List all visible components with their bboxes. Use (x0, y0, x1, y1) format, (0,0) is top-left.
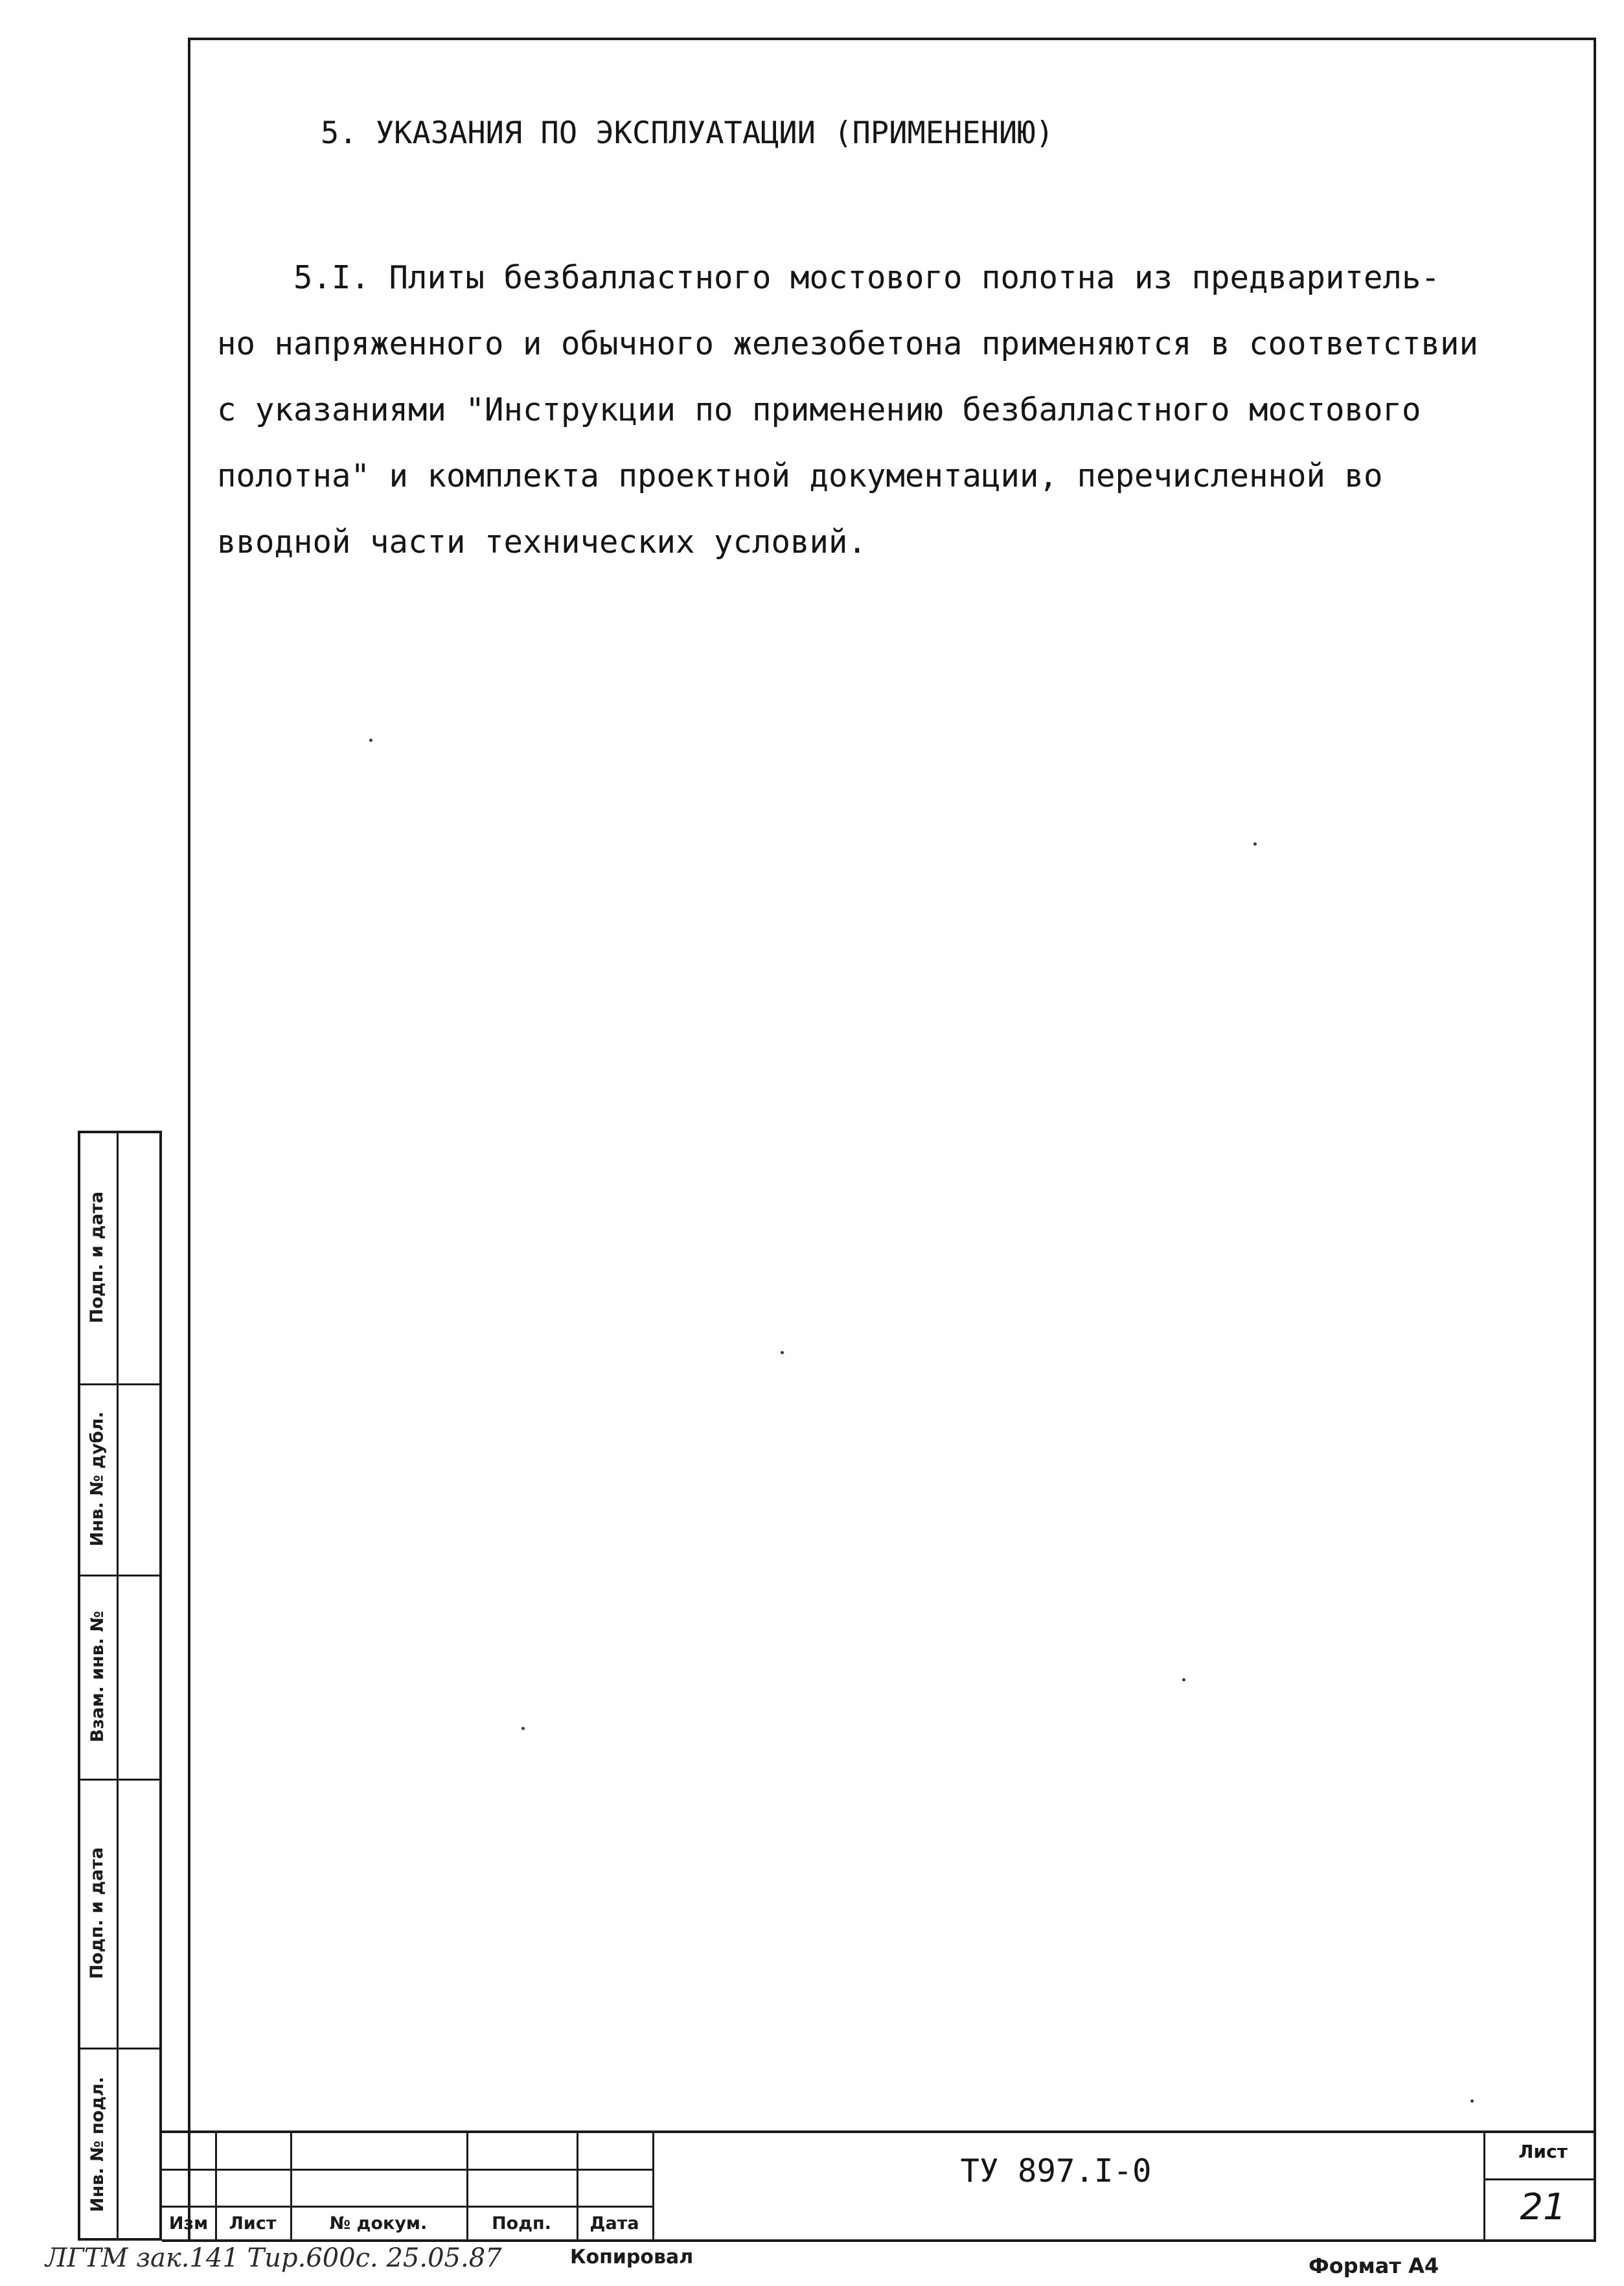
side-label-original-inventory: Инв. № подл. (87, 2076, 108, 2212)
header-change: Изм (168, 2213, 209, 2234)
side-label-replacement-inventory: Взам. инв. № (87, 1610, 108, 1743)
title-block-row-line (1483, 2178, 1596, 2180)
header-date: Дата (589, 2213, 639, 2234)
header-sheet: Лист (229, 2213, 277, 2234)
print-stamp: ЛГТМ зак.141 Тир.600с. 25.05.87 (45, 2243, 502, 2273)
scan-speck (521, 1727, 525, 1730)
scan-speck (781, 1351, 784, 1354)
copied-label: Копировал (570, 2246, 694, 2269)
scan-speck (1253, 842, 1257, 846)
sheet-number: 21 (1520, 2186, 1566, 2228)
title-block-col-line (1483, 2133, 1485, 2242)
side-label-dup-inventory: Инв. № дубл. (87, 1411, 108, 1547)
document-code: ТУ 897.I-0 (960, 2153, 1152, 2189)
paragraph-line: полотна" и комплекта проектной документации, перечисленной во (217, 457, 1383, 494)
paragraph-line: с указаниями "Инструкции по применению безбалластного мостового (217, 391, 1421, 428)
scan-speck (1182, 1678, 1185, 1681)
header-document-number: № докум. (329, 2213, 428, 2234)
scan-speck (1470, 2099, 1474, 2103)
side-label-signature-date: Подп. и дата (87, 1191, 108, 1323)
header-signature: Подп. (492, 2213, 551, 2234)
paragraph-line: вводной части технических условий. (217, 524, 867, 560)
format-label: Формат А4 (1309, 2254, 1439, 2278)
side-label-signature-date-2: Подп. и дата (87, 1847, 108, 1980)
paragraph-line: 5.I. Плиты безбалластного мостового полотна из предваритель- (217, 259, 1441, 296)
frame-bottom-line (162, 2239, 1596, 2242)
side-strip-divider (117, 1131, 119, 2241)
section-heading: 5. УКАЗАНИЯ ПО ЭКСПЛУАТАЦИИ (ПРИМЕНЕНИЮ) (321, 115, 1054, 151)
paragraph-line: но напряженного и обычного железобетона применяются в соответствии (217, 325, 1479, 362)
title-block-row-line (162, 2169, 654, 2171)
sheet-label: Лист (1518, 2141, 1568, 2162)
section-paragraph (217, 245, 1538, 575)
scan-speck (369, 739, 372, 742)
title-block (162, 2130, 1596, 2239)
